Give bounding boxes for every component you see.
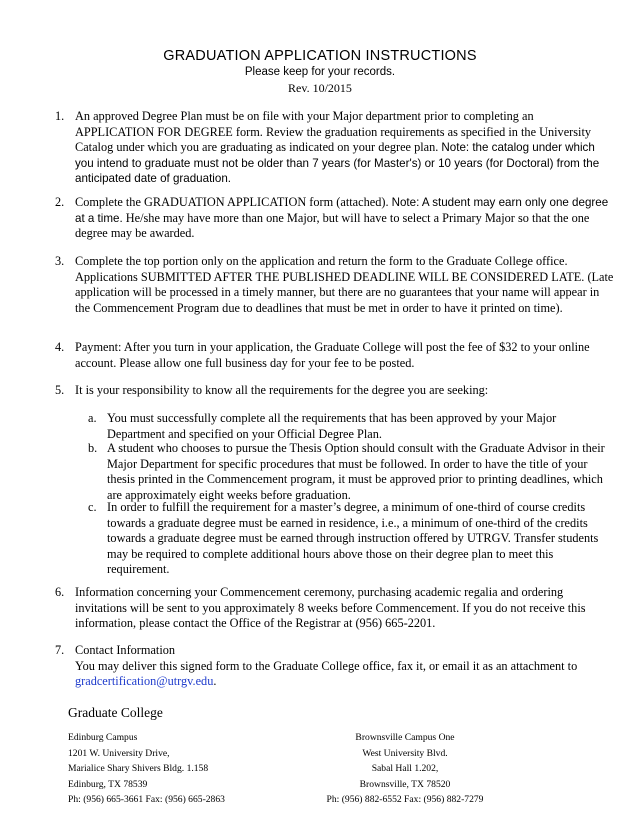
subitem-text: In order to fulfill the requirement for a master’s degree, a minimum of one-third of course credits towards a graduate degree must be earned in residence, i.e., a minimum of one-third of the credits towards a graduate degree must be earned through instruction offered by UTRGV. Transfer students may be required to complete additional hours above those on their degree plan to meet this requirement.: [107, 500, 599, 576]
address-line: Edinburg Campus: [68, 732, 138, 743]
item-number: 1.: [55, 109, 65, 123]
graduate-college-heading: Graduate College: [68, 705, 163, 720]
subitem-letter: a.: [88, 411, 97, 425]
requirement-subitem-b: [88, 441, 608, 503]
item-number: 7.: [55, 643, 65, 657]
contact-end: .: [213, 674, 217, 688]
instruction-item-4: [55, 340, 615, 371]
item-text: Complete the GRADUATION APPLICATION form (attached).: [75, 195, 389, 209]
document-subtitle: Please keep for your records.: [244, 66, 396, 78]
subitem-text: A student who chooses to pursue the Thesis Option should consult with the Graduate Advisor in their Major Department for specific procedures that must be followed. In order to have the title of your thesis printed in the Commencement program, it must be approved prior to printing deadlines, which are approximately eight weeks before graduation.: [107, 441, 605, 502]
subitem-text: You must successfully complete all the requirements that has been approved by your Major Department and specified on your Official Degree Plan.: [107, 411, 557, 441]
item-number: 3.: [55, 254, 65, 268]
item-text: Complete the top portion only on the application and return the form to the Graduate College office. Applications SUBMITTED AFTER THE PUBLISHED DEADLINE WILL BE CONSIDERED LATE. (Late application will be processed in a timely manner, but there are no guarantees that your name will appear in the Commencement Program due to deadlines that must be met in order to have it printed on time).: [75, 254, 614, 315]
subitem-letter: b.: [88, 441, 98, 455]
item-text: An approved Degree Plan must be on file with your Major department prior to completing an APPLICATION FOR DEGREE form. Review the graduation requirements as specified in the University Catalog under which you are graduating as indicated on your degree plan.: [75, 109, 592, 154]
item-text: It is your responsibility to know all the requirements for the degree you are seeking:: [75, 383, 489, 397]
address-line: Brownsville Campus One: [355, 732, 455, 743]
item-number: 5.: [55, 383, 65, 397]
address-line: Ph: (956) 882-6552 Fax: (956) 882-7279: [326, 794, 484, 806]
edinburg-campus-address: [68, 730, 225, 808]
email-link[interactable]: gradcertification@utrgv.edu: [75, 674, 214, 688]
address-line: Ph: (956) 665-3661 Fax: (956) 665-2863: [68, 794, 225, 806]
item-number: 2.: [55, 195, 65, 209]
instruction-item-5: [55, 383, 615, 399]
item-text: Payment: After you turn in your application, the Graduate College will post the fee of $32 to your online account. Please allow one full business day for your fee to be posted.: [75, 340, 590, 370]
instruction-item-6: [55, 585, 615, 632]
instruction-item-1: [55, 109, 615, 187]
instruction-item-3: [55, 254, 615, 316]
item-note: Note: A student may earn only one degree at a time.: [75, 196, 609, 225]
instruction-item-2: [55, 195, 615, 242]
requirement-subitem-c: [88, 500, 608, 578]
revision-label: Rev. 10/2015: [288, 81, 352, 95]
address-line: Brownsville, TX 78520: [359, 778, 451, 790]
contact-title: Contact Information: [75, 643, 176, 657]
item-note: Note: the catalog under which you intend to graduate must not be older than 7 years (for Master's) or 10 years (for Doctoral) from the anticipated date of graduation.: [75, 141, 600, 185]
item-text: Information concerning your Commencement ceremony, purchasing academic regalia and ordering invitations will be sent to you approximately 8 weeks before Commencement. If you do not receive this information, please contact the Office of the Registrar at (956) 665-2201.: [75, 585, 586, 630]
subitem-letter: c.: [88, 500, 97, 514]
document-title: GRADUATION APPLICATION INSTRUCTIONS: [163, 48, 477, 64]
address-line: Edinburg, TX 78539: [68, 778, 148, 790]
item-number: 6.: [55, 585, 65, 599]
address-line: West University Blvd.: [362, 747, 448, 759]
requirement-subitem-a: [88, 411, 608, 442]
item-text-continued: He/she may have more than one Major, but will have to select a Primary Major so that the one degree may be awarded.: [75, 210, 590, 240]
contact-text: You may deliver this signed form to the Graduate College office, fax it, or email it as an attachment to: [75, 658, 578, 673]
address-line: Sabal Hall 1.202,: [371, 763, 439, 775]
instruction-item-7: [55, 643, 615, 690]
address-line: Marialice Shary Shivers Bldg. 1.158: [68, 763, 209, 775]
item-number: 4.: [55, 340, 65, 354]
address-line: 1201 W. University Drive,: [68, 747, 170, 759]
brownsville-campus-address: [290, 730, 520, 808]
